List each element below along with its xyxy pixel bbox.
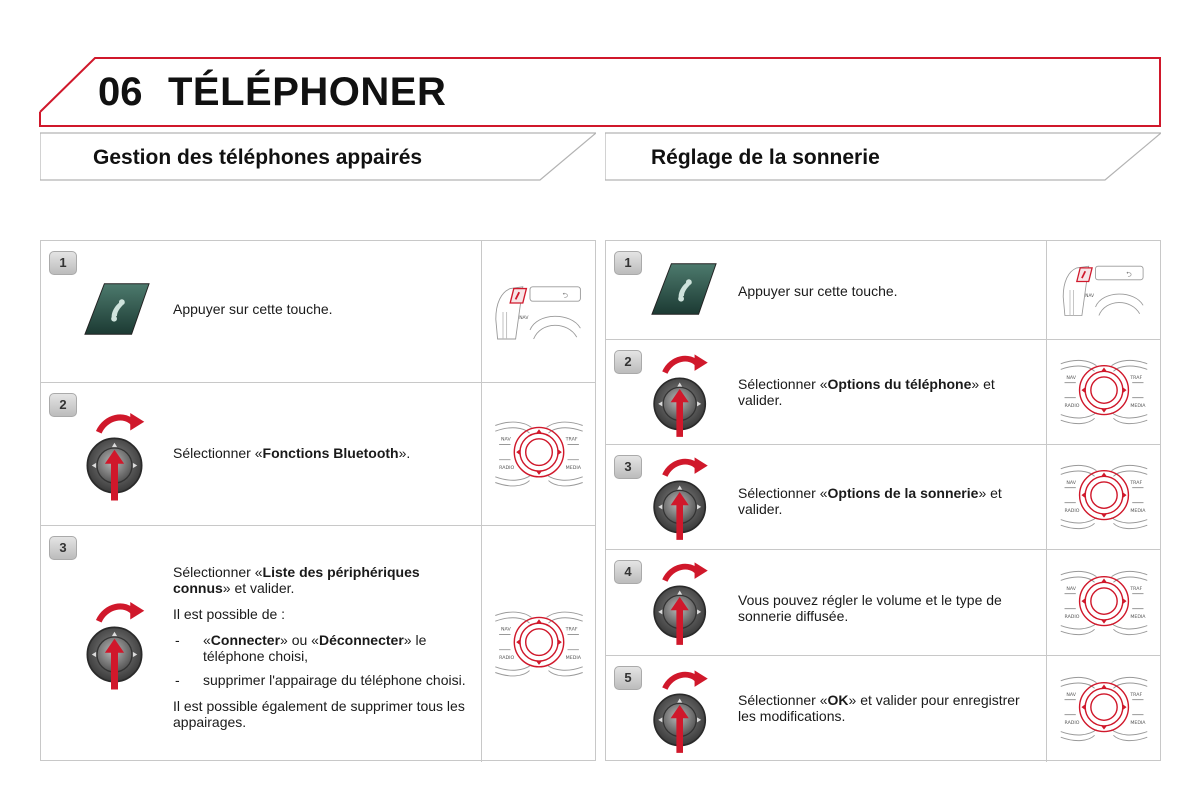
console-phone-diagram-icon <box>492 276 586 348</box>
rotary-dial-icon <box>650 556 716 648</box>
chapter-number: 06 <box>98 70 143 114</box>
diagram-label-radio: RADIO <box>498 466 514 472</box>
rotary-dial-icon <box>83 596 153 692</box>
step-note: Il est possible également de supprimer tous les appairages. <box>173 698 465 730</box>
options-list <box>173 632 473 688</box>
menu-option-label: Options de la sonnerie <box>827 485 979 501</box>
menu-option-label: Fonctions Bluetooth <box>262 445 399 461</box>
right-steps-panel <box>605 240 1161 761</box>
step-number-badge: 3 <box>49 536 77 560</box>
step-instruction: Sélectionner «OK» et valider pour enregistrer les modifications. <box>738 692 1020 724</box>
diagram-label-traf: TRAF <box>1129 692 1142 698</box>
menu-option-label: Liste des périphériques connus <box>173 564 420 596</box>
step-diagram <box>481 241 595 382</box>
left-steps-panel <box>40 240 596 761</box>
step-note: Il est possible de : <box>173 606 286 622</box>
step-number-badge: 1 <box>614 251 642 275</box>
step-number-badge: 1 <box>49 251 77 275</box>
diagram-label-nav: NAV <box>1065 480 1076 486</box>
left-step-3 <box>41 526 595 762</box>
console-dial-diagram-icon <box>1057 459 1151 535</box>
diagram-label-media: MEDIA <box>1129 404 1146 410</box>
step-number-badge: 5 <box>614 666 642 690</box>
console-dial-diagram-icon <box>491 606 587 682</box>
step-diagram <box>1046 550 1160 655</box>
diagram-label-radio: RADIO <box>498 656 514 662</box>
diagram-label-nav: NAV <box>1065 375 1076 381</box>
diagram-label-nav: NAV <box>1065 586 1076 592</box>
step-number-badge: 3 <box>614 455 642 479</box>
right-step-2 <box>606 340 1160 445</box>
diagram-label-radio: RADIO <box>1064 614 1079 620</box>
step-diagram <box>481 383 595 525</box>
diagram-label-traf: TRAF <box>1129 586 1142 592</box>
diagram-label-traf: TRAF <box>565 627 578 633</box>
diagram-label-media: MEDIA <box>565 656 581 662</box>
page-header <box>0 0 1200 130</box>
diagram-label-radio: RADIO <box>1064 404 1079 410</box>
step-instruction: Appuyer sur cette touche. <box>173 301 333 317</box>
diagram-label-radio: RADIO <box>1064 509 1079 515</box>
console-dial-diagram-icon <box>491 416 587 492</box>
page-title: TÉLÉPHONER <box>168 70 447 114</box>
step-diagram <box>481 526 595 762</box>
step-instruction: Sélectionner «Fonctions Bluetooth». <box>173 445 411 461</box>
rotary-dial-icon <box>650 664 716 756</box>
phone-key-icon <box>650 261 718 317</box>
step-instruction: Sélectionner «Liste des périphériques connus» et valider. Il est possible de : - «Connecter» ou «Déconnecter» le téléphone choisi, - supprimer l'appairage du téléphone choisi. Il est possible également de supprimer tous les appairages. <box>173 564 473 740</box>
list-item: - supprimer l'appairage du téléphone choisi. <box>175 672 466 688</box>
rotary-dial-icon <box>650 348 716 440</box>
console-dial-diagram-icon <box>1057 671 1151 747</box>
step-number-badge: 2 <box>614 350 642 374</box>
step-number-badge: 4 <box>614 560 642 584</box>
console-dial-diagram-icon <box>1057 565 1151 641</box>
step-instruction: Vous pouvez régler le volume et le type de sonnerie diffusée. <box>738 592 1002 624</box>
diagram-label-nav: NAV <box>1065 692 1076 698</box>
step-instruction: Sélectionner «Options de la sonnerie» et valider. <box>738 485 1002 517</box>
step-instruction: Appuyer sur cette touche. <box>738 283 898 299</box>
right-section-title: Réglage de la sonnerie <box>651 146 880 169</box>
step-diagram <box>1046 656 1160 762</box>
diagram-label-nav: NAV <box>500 437 511 443</box>
diagram-label-traf: TRAF <box>565 437 578 443</box>
left-step-2 <box>41 383 595 526</box>
step-diagram <box>1046 241 1160 339</box>
step-diagram <box>1046 340 1160 444</box>
diagram-label-radio: RADIO <box>1064 721 1079 727</box>
step-number-badge: 2 <box>49 393 77 417</box>
diagram-label-media: MEDIA <box>1129 721 1146 727</box>
console-dial-diagram-icon <box>1057 354 1151 430</box>
left-section-title: Gestion des téléphones appairés <box>93 146 423 169</box>
diagram-label-nav: NAV <box>500 627 511 633</box>
right-step-3 <box>606 445 1160 550</box>
menu-option-label: OK <box>827 692 849 708</box>
console-phone-diagram-icon <box>1059 256 1149 324</box>
right-step-1 <box>606 241 1160 340</box>
diagram-label-media: MEDIA <box>1129 614 1146 620</box>
left-step-1 <box>41 241 595 383</box>
diagram-label-traf: TRAF <box>1129 375 1142 381</box>
phone-key-icon <box>83 281 151 337</box>
list-item: - «Connecter» ou «Déconnecter» le téléphone choisi, <box>175 632 427 664</box>
step-instruction: Sélectionner «Options du téléphone» et valider. <box>738 376 995 408</box>
diagram-label-media: MEDIA <box>565 466 581 472</box>
rotary-dial-icon <box>650 451 716 543</box>
right-step-4 <box>606 550 1160 656</box>
step-diagram <box>1046 445 1160 549</box>
rotary-dial-icon <box>83 407 153 503</box>
right-step-5 <box>606 656 1160 762</box>
menu-option-label: Options du téléphone <box>827 376 972 392</box>
diagram-label-media: MEDIA <box>1129 509 1146 515</box>
diagram-label-traf: TRAF <box>1129 480 1142 486</box>
